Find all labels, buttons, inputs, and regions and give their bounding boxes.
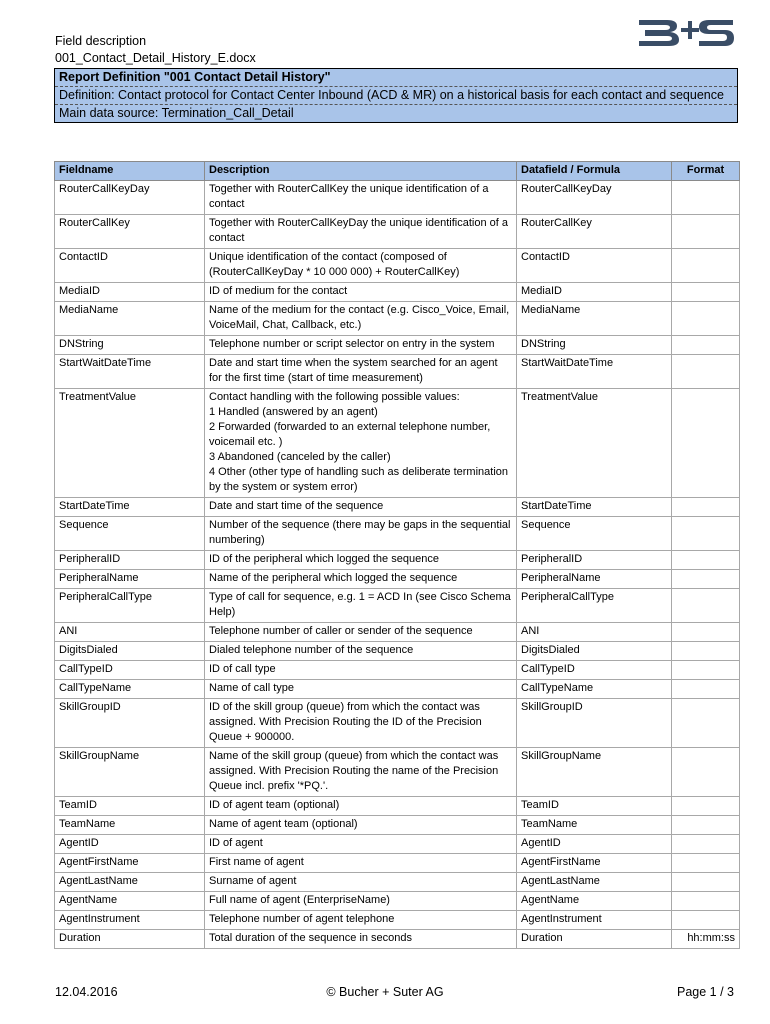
- cell-description: ID of the skill group (queue) from which the contact was assigned. With Precision Routing the ID of the Precision Queue + 900000.: [205, 699, 517, 748]
- header-title: Field description: [55, 34, 147, 48]
- report-definition-box: [54, 68, 738, 123]
- cell-fieldname: ContactID: [55, 249, 205, 283]
- cell-description: Telephone number or script selector on entry in the system: [205, 336, 517, 355]
- cell-description: Full name of agent (EnterpriseName): [205, 892, 517, 911]
- cell-format: [672, 873, 740, 892]
- cell-fieldname: TeamID: [55, 797, 205, 816]
- cell-description: Contact handling with the following possible values: 1 Handled (answered by an agent) 2 Forwarded (forwarded to an external telephone number, voicemail etc. ) 3 Abandoned (canceled by the caller) 4 Other (other type of handling such as deliberate termination by the system or system error): [205, 389, 517, 498]
- cell-fieldname: PeripheralName: [55, 570, 205, 589]
- cell-fieldname: Duration: [55, 930, 205, 949]
- field-table: [54, 161, 740, 949]
- cell-description: First name of agent: [205, 854, 517, 873]
- cell-description: Name of agent team (optional): [205, 816, 517, 835]
- table-row: [55, 699, 740, 748]
- cell-fieldname: PeripheralCallType: [55, 589, 205, 623]
- table-header-row: [55, 162, 740, 181]
- cell-format: [672, 816, 740, 835]
- report-title: Report Definition "001 Contact Detail History": [55, 69, 737, 87]
- table-row: [55, 680, 740, 699]
- cell-datafield: StartDateTime: [517, 498, 672, 517]
- header-filename: 001_Contact_Detail_History_E.docx: [55, 51, 256, 65]
- cell-datafield: AgentInstrument: [517, 911, 672, 930]
- footer-copyright: © Bucher + Suter AG: [326, 985, 444, 999]
- cell-datafield: PeripheralCallType: [517, 589, 672, 623]
- table-row: [55, 355, 740, 389]
- table-row: [55, 302, 740, 336]
- cell-format: hh:mm:ss: [672, 930, 740, 949]
- cell-format: [672, 517, 740, 551]
- cell-description: Unique identification of the contact (composed of (RouterCallKeyDay * 10 000 000) + RouterCallKey): [205, 249, 517, 283]
- cell-datafield: CallTypeID: [517, 661, 672, 680]
- cell-datafield: DigitsDialed: [517, 642, 672, 661]
- table-row: [55, 283, 740, 302]
- cell-description: Name of the peripheral which logged the sequence: [205, 570, 517, 589]
- cell-datafield: RouterCallKey: [517, 215, 672, 249]
- cell-fieldname: MediaID: [55, 283, 205, 302]
- cell-fieldname: AgentLastName: [55, 873, 205, 892]
- cell-description: Date and start time when the system searched for an agent for the first time (start of time measurement): [205, 355, 517, 389]
- cell-description: Total duration of the sequence in seconds: [205, 930, 517, 949]
- table-row: [55, 623, 740, 642]
- cell-fieldname: RouterCallKeyDay: [55, 181, 205, 215]
- table-row: [55, 911, 740, 930]
- table-row: [55, 816, 740, 835]
- table-row: [55, 835, 740, 854]
- cell-datafield: SkillGroupName: [517, 748, 672, 797]
- cell-format: [672, 699, 740, 748]
- cell-fieldname: TeamName: [55, 816, 205, 835]
- cell-format: [672, 336, 740, 355]
- cell-datafield: AgentID: [517, 835, 672, 854]
- cell-datafield: PeripheralName: [517, 570, 672, 589]
- cell-description: ID of agent: [205, 835, 517, 854]
- table-row: [55, 389, 740, 498]
- cell-fieldname: CallTypeID: [55, 661, 205, 680]
- column-header-fieldname: Fieldname: [55, 162, 205, 181]
- table-row: [55, 181, 740, 215]
- cell-fieldname: AgentFirstName: [55, 854, 205, 873]
- cell-description: ID of medium for the contact: [205, 283, 517, 302]
- report-data-source: Main data source: Termination_Call_Detail: [59, 106, 294, 120]
- cell-fieldname: StartWaitDateTime: [55, 355, 205, 389]
- cell-fieldname: DNString: [55, 336, 205, 355]
- cell-fieldname: SkillGroupName: [55, 748, 205, 797]
- cell-format: [672, 892, 740, 911]
- table-row: [55, 854, 740, 873]
- cell-description: Surname of agent: [205, 873, 517, 892]
- table-row: [55, 930, 740, 949]
- cell-datafield: MediaID: [517, 283, 672, 302]
- cell-format: [672, 283, 740, 302]
- cell-format: [672, 249, 740, 283]
- table-row: [55, 551, 740, 570]
- cell-format: [672, 680, 740, 699]
- cell-fieldname: Sequence: [55, 517, 205, 551]
- cell-fieldname: MediaName: [55, 302, 205, 336]
- cell-fieldname: AgentID: [55, 835, 205, 854]
- column-header-format: Format: [672, 162, 740, 181]
- cell-description: Telephone number of caller or sender of the sequence: [205, 623, 517, 642]
- cell-datafield: TeamName: [517, 816, 672, 835]
- cell-datafield: Sequence: [517, 517, 672, 551]
- cell-format: [672, 215, 740, 249]
- cell-datafield: DNString: [517, 336, 672, 355]
- table-body: [55, 181, 740, 949]
- table-row: [55, 336, 740, 355]
- table-row: [55, 661, 740, 680]
- cell-datafield: StartWaitDateTime: [517, 355, 672, 389]
- cell-format: [672, 623, 740, 642]
- cell-fieldname: AgentInstrument: [55, 911, 205, 930]
- cell-format: [672, 911, 740, 930]
- column-header-datafield: Datafield / Formula: [517, 162, 672, 181]
- cell-datafield: TreatmentValue: [517, 389, 672, 498]
- cell-format: [672, 589, 740, 623]
- cell-description: Date and start time of the sequence: [205, 498, 517, 517]
- cell-format: [672, 797, 740, 816]
- cell-format: [672, 835, 740, 854]
- cell-fieldname: CallTypeName: [55, 680, 205, 699]
- cell-description: Name of the skill group (queue) from which the contact was assigned. With Precision Routing the name of the Precision Queue incl. prefix '*PQ.'.: [205, 748, 517, 797]
- cell-format: [672, 551, 740, 570]
- cell-fieldname: TreatmentValue: [55, 389, 205, 498]
- cell-description: Type of call for sequence, e.g. 1 = ACD In (see Cisco Schema Help): [205, 589, 517, 623]
- cell-fieldname: PeripheralID: [55, 551, 205, 570]
- table-row: [55, 570, 740, 589]
- cell-description: ID of the peripheral which logged the sequence: [205, 551, 517, 570]
- cell-fieldname: StartDateTime: [55, 498, 205, 517]
- cell-format: [672, 570, 740, 589]
- cell-datafield: AgentLastName: [517, 873, 672, 892]
- table-row: [55, 873, 740, 892]
- cell-datafield: SkillGroupID: [517, 699, 672, 748]
- cell-format: [672, 498, 740, 517]
- table-row: [55, 748, 740, 797]
- footer-date: 12.04.2016: [55, 985, 118, 999]
- table-row: [55, 892, 740, 911]
- cell-datafield: MediaName: [517, 302, 672, 336]
- cell-datafield: ANI: [517, 623, 672, 642]
- table-row: [55, 249, 740, 283]
- document-header: [55, 33, 256, 67]
- cell-description: Name of call type: [205, 680, 517, 699]
- cell-fieldname: AgentName: [55, 892, 205, 911]
- cell-format: [672, 355, 740, 389]
- cell-description: Number of the sequence (there may be gaps in the sequential numbering): [205, 517, 517, 551]
- cell-description: Dialed telephone number of the sequence: [205, 642, 517, 661]
- cell-fieldname: SkillGroupID: [55, 699, 205, 748]
- cell-format: [672, 661, 740, 680]
- cell-format: [672, 181, 740, 215]
- cell-fieldname: ANI: [55, 623, 205, 642]
- cell-datafield: AgentFirstName: [517, 854, 672, 873]
- cell-datafield: CallTypeName: [517, 680, 672, 699]
- table-row: [55, 797, 740, 816]
- cell-description: ID of agent team (optional): [205, 797, 517, 816]
- cell-fieldname: DigitsDialed: [55, 642, 205, 661]
- cell-datafield: Duration: [517, 930, 672, 949]
- cell-datafield: PeripheralID: [517, 551, 672, 570]
- company-logo: [637, 14, 735, 52]
- cell-description: Together with RouterCallKey the unique identification of a contact: [205, 181, 517, 215]
- cell-datafield: TeamID: [517, 797, 672, 816]
- cell-datafield: AgentName: [517, 892, 672, 911]
- cell-description: Name of the medium for the contact (e.g. Cisco_Voice, Email, VoiceMail, Chat, Callback, etc.): [205, 302, 517, 336]
- cell-format: [672, 748, 740, 797]
- cell-format: [672, 302, 740, 336]
- table-row: [55, 589, 740, 623]
- footer-page-number: Page 1 / 3: [677, 985, 734, 999]
- table-row: [55, 642, 740, 661]
- report-definition: Definition: Contact protocol for Contact Center Inbound (ACD & MR) on a historical basis for each contact and sequence: [55, 87, 737, 105]
- cell-fieldname: RouterCallKey: [55, 215, 205, 249]
- table-row: [55, 517, 740, 551]
- cell-description: Telephone number of agent telephone: [205, 911, 517, 930]
- table-row: [55, 498, 740, 517]
- cell-description: Together with RouterCallKeyDay the unique identification of a contact: [205, 215, 517, 249]
- cell-datafield: ContactID: [517, 249, 672, 283]
- cell-description: ID of call type: [205, 661, 517, 680]
- column-header-description: Description: [205, 162, 517, 181]
- cell-format: [672, 642, 740, 661]
- cell-format: [672, 854, 740, 873]
- cell-datafield: RouterCallKeyDay: [517, 181, 672, 215]
- table-row: [55, 215, 740, 249]
- cell-format: [672, 389, 740, 498]
